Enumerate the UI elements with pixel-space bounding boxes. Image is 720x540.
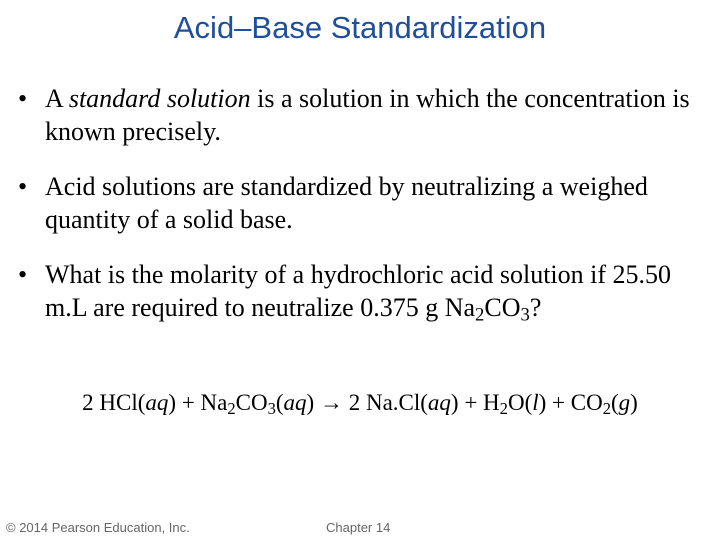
bullet-standard-solution [18, 82, 708, 148]
eq-state: aq [283, 390, 307, 415]
bullet-text-part: is a solution in which the concentration is known precisely. [45, 84, 690, 146]
bullet-dot: • [18, 84, 28, 113]
eq-part: ( [275, 390, 284, 415]
subscript: 2 [602, 399, 611, 419]
bullet-text [45, 258, 708, 324]
subscript: 2 [227, 399, 236, 419]
bullet-emphasis: standard solution [68, 84, 251, 113]
bullet-text: Acid solutions are standardized by neutralizing a weighed quantity of a solid base. [45, 172, 648, 234]
footer-copyright: © 2014 Pearson Education, Inc. [6, 520, 190, 535]
eq-part: ( [611, 390, 619, 415]
eq-state: l [532, 390, 539, 415]
eq-part: 2 HCl( [82, 390, 146, 415]
bullet-acid-standardized [18, 170, 708, 236]
eq-part: ) + Na [168, 390, 228, 415]
bullet-text [45, 82, 708, 148]
subscript: 2 [475, 304, 485, 326]
eq-part: ) + CO [538, 390, 603, 415]
bullet-text-part: ? [529, 293, 542, 322]
subscript: 2 [499, 399, 508, 419]
eq-part: ) + H [450, 390, 500, 415]
eq-state: g [618, 390, 631, 415]
bullet-text-part: A [45, 84, 69, 113]
eq-state: aq [145, 390, 169, 415]
footer-chapter: Chapter 14 [326, 520, 391, 535]
bullet-dot: • [18, 172, 28, 201]
eq-part: O( [507, 390, 533, 415]
bullet-molarity-question [18, 258, 708, 324]
subscript: 3 [520, 304, 530, 326]
eq-part: CO [235, 390, 268, 415]
eq-part: ) → 2 Na.Cl( [306, 390, 428, 415]
bullet-text-part: CO [484, 293, 521, 322]
bullet-dot: • [18, 260, 28, 289]
bullet-text-part: What is the molarity of a hydrochloric acid solution if 25.50 m.L are required to neutralize 0.375 g Na [45, 260, 672, 322]
subscript: 3 [267, 399, 276, 419]
eq-part: ) [630, 390, 638, 415]
slide-title: Acid–Base Standardization [173, 10, 547, 45]
chemical-equation [0, 390, 720, 419]
eq-state: aq [427, 390, 451, 415]
